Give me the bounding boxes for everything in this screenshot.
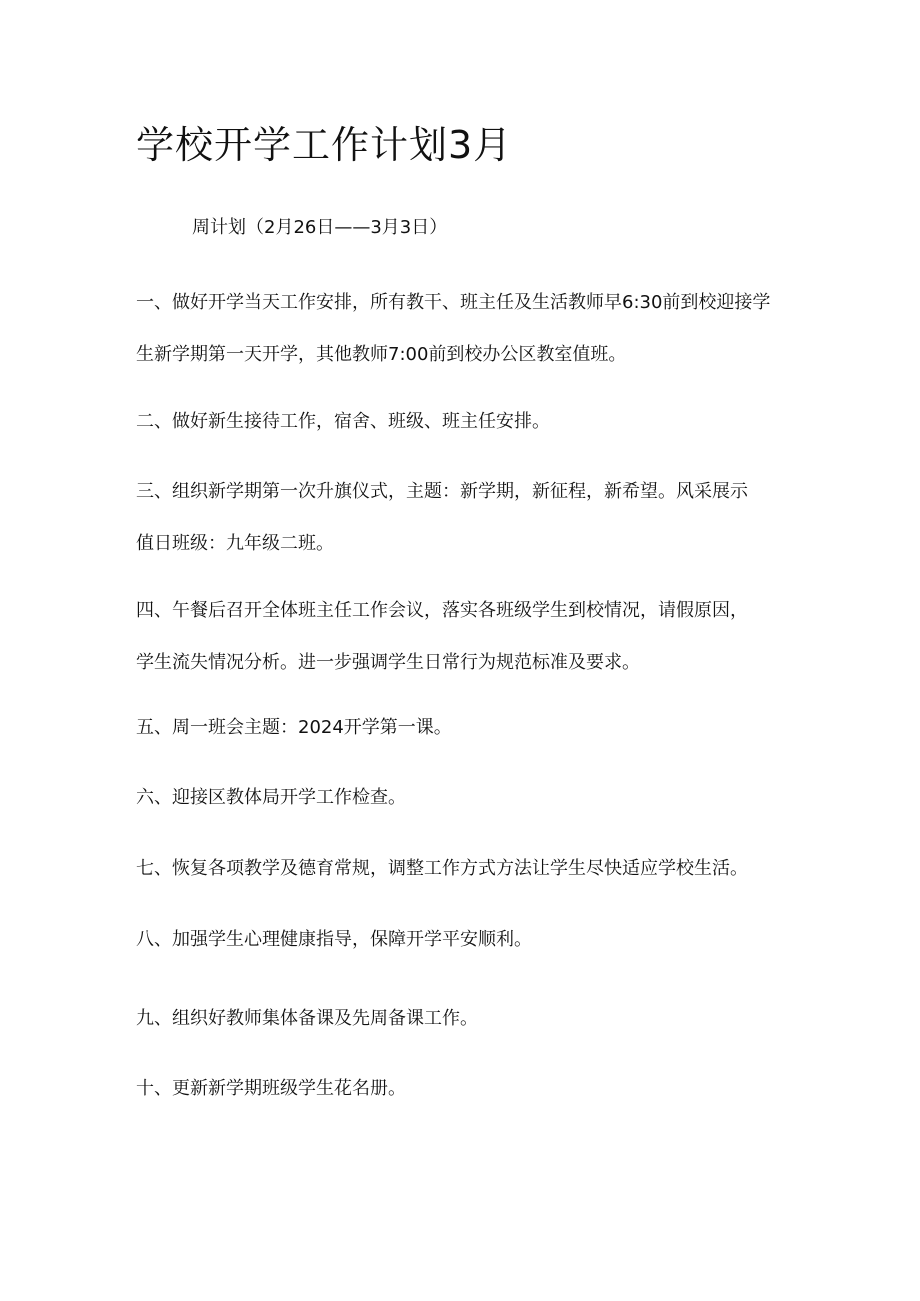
plan-item-line: 八、加强学生心理健康指导，保障开学平安顺利。 <box>136 929 532 950</box>
plan-item-7 <box>136 843 748 895</box>
plan-item-line: 九、组织好教师集体备课及先周备课工作。 <box>136 1008 478 1029</box>
plan-item-2 <box>136 396 550 448</box>
plan-item-line: 七、恢复各项教学及德育常规，调整工作方式方法让学生尽快适应学校生活。 <box>136 858 748 879</box>
plan-item-1 <box>136 277 770 381</box>
plan-item-line: 五、周一班会主题：2024开学第一课。 <box>136 717 452 738</box>
plan-item-4 <box>136 585 748 689</box>
plan-item-line: 一、做好开学当天工作安排，所有教干、班主任及生活教师早6:30前到校迎接学 <box>136 292 771 313</box>
plan-item-line: 三、组织新学期第一次升旗仪式，主题：新学期，新征程，新希望。风采展示 <box>136 481 748 502</box>
week-plan-subtitle: 周计划（2月26日——3月3日） <box>192 217 448 238</box>
plan-item-line: 四、午餐后召开全体班主任工作会议，落实各班级学生到校情况，请假原因， <box>136 600 748 621</box>
plan-item-line: 生新学期第一天开学，其他教师7:00前到校办公区教室值班。 <box>136 344 627 365</box>
plan-item-9 <box>136 993 478 1045</box>
plan-item-line: 值日班级：九年级二班。 <box>136 533 334 554</box>
plan-item-line: 二、做好新生接待工作，宿舍、班级、班主任安排。 <box>136 411 550 432</box>
plan-item-6 <box>136 772 406 824</box>
plan-item-3 <box>136 466 748 570</box>
plan-item-line: 十、更新新学期班级学生花名册。 <box>136 1078 406 1099</box>
plan-item-10 <box>136 1063 406 1115</box>
document-title: 学校开学工作计划3月 <box>136 123 513 167</box>
plan-item-8 <box>136 914 532 966</box>
plan-item-5 <box>136 702 452 754</box>
plan-item-line: 学生流失情况分析。进一步强调学生日常行为规范标准及要求。 <box>136 652 640 673</box>
plan-item-line: 六、迎接区教体局开学工作检查。 <box>136 787 406 808</box>
